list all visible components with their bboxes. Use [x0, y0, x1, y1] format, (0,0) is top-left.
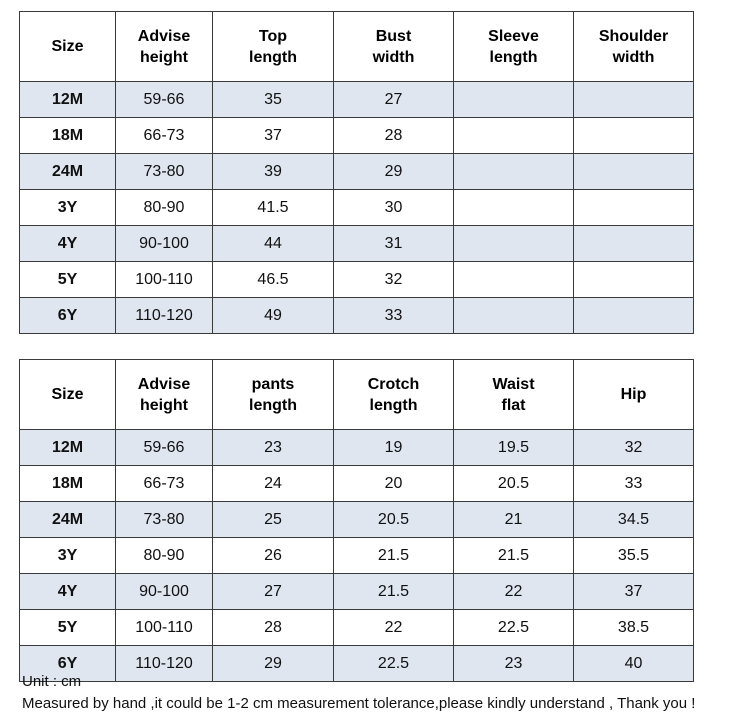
- column-header: Size: [20, 12, 116, 82]
- size-cell: 4Y: [20, 226, 116, 262]
- table-cell: [574, 82, 694, 118]
- table-cell: 22: [334, 610, 454, 646]
- table-row: [20, 82, 694, 118]
- table-cell: 32: [574, 430, 694, 466]
- table-cell: 20.5: [454, 466, 574, 502]
- table-row: [20, 262, 694, 298]
- table-cell: 39: [213, 154, 334, 190]
- table-cell: [454, 82, 574, 118]
- size-cell: 5Y: [20, 610, 116, 646]
- table-cell: 35: [213, 82, 334, 118]
- column-header: Hip: [574, 360, 694, 430]
- table-cell: 24: [213, 466, 334, 502]
- column-header: Bust width: [334, 12, 454, 82]
- table-cell: 22: [454, 574, 574, 610]
- column-header: Shoulder width: [574, 12, 694, 82]
- size-cell: 18M: [20, 118, 116, 154]
- column-header: Size: [20, 360, 116, 430]
- table-cell: 21.5: [334, 574, 454, 610]
- table-cell: 100-110: [116, 610, 213, 646]
- size-cell: 24M: [20, 502, 116, 538]
- table-cell: 100-110: [116, 262, 213, 298]
- column-header: pants length: [213, 360, 334, 430]
- table-cell: [574, 118, 694, 154]
- unit-note: Unit : cm: [22, 673, 82, 690]
- column-header: Waist flat: [454, 360, 574, 430]
- table-row: [20, 118, 694, 154]
- table-cell: 22.5: [334, 646, 454, 682]
- size-cell: 3Y: [20, 190, 116, 226]
- table-cell: 59-66: [116, 82, 213, 118]
- table-cell: 21: [454, 502, 574, 538]
- table-row: [20, 154, 694, 190]
- size-cell: 12M: [20, 430, 116, 466]
- table-cell: 34.5: [574, 502, 694, 538]
- size-cell: 12M: [20, 82, 116, 118]
- table-cell: 29: [334, 154, 454, 190]
- table-cell: [454, 298, 574, 334]
- table-header-row: [20, 12, 694, 82]
- table-cell: [574, 226, 694, 262]
- table-row: [20, 466, 694, 502]
- table-cell: 59-66: [116, 430, 213, 466]
- table-cell: 41.5: [213, 190, 334, 226]
- table-cell: 110-120: [116, 298, 213, 334]
- table-cell: 46.5: [213, 262, 334, 298]
- column-header: Crotch length: [334, 360, 454, 430]
- column-header: Advise height: [116, 12, 213, 82]
- table-cell: 90-100: [116, 574, 213, 610]
- table-cell: 73-80: [116, 154, 213, 190]
- table-cell: 35.5: [574, 538, 694, 574]
- table-cell: 28: [334, 118, 454, 154]
- table-cell: 23: [213, 430, 334, 466]
- table-cell: 20.5: [334, 502, 454, 538]
- size-cell: 6Y: [20, 298, 116, 334]
- table-cell: 30: [334, 190, 454, 226]
- size-cell: 3Y: [20, 538, 116, 574]
- table-cell: 19: [334, 430, 454, 466]
- table-cell: 29: [213, 646, 334, 682]
- column-header: Sleeve length: [454, 12, 574, 82]
- table-row: [20, 538, 694, 574]
- table-row: [20, 610, 694, 646]
- table-cell: 21.5: [334, 538, 454, 574]
- table-row: [20, 226, 694, 262]
- table-cell: [574, 154, 694, 190]
- table-row: [20, 646, 694, 682]
- table-cell: 22.5: [454, 610, 574, 646]
- table-cell: 27: [334, 82, 454, 118]
- size-cell: 6Y: [20, 646, 116, 682]
- table-row: [20, 574, 694, 610]
- table-cell: 33: [574, 466, 694, 502]
- table-header-row: [20, 360, 694, 430]
- table-cell: 37: [574, 574, 694, 610]
- table-cell: [454, 190, 574, 226]
- table-cell: 31: [334, 226, 454, 262]
- table-cell: 21.5: [454, 538, 574, 574]
- table-cell: 32: [334, 262, 454, 298]
- table-row: [20, 502, 694, 538]
- table-cell: 73-80: [116, 502, 213, 538]
- table-cell: 38.5: [574, 610, 694, 646]
- table-cell: [454, 226, 574, 262]
- table-cell: 49: [213, 298, 334, 334]
- table-cell: 66-73: [116, 118, 213, 154]
- table-cell: 40: [574, 646, 694, 682]
- table-cell: 37: [213, 118, 334, 154]
- table-cell: 27: [213, 574, 334, 610]
- table-cell: 110-120: [116, 646, 213, 682]
- bottom-size-table: [19, 359, 694, 682]
- table-cell: 80-90: [116, 538, 213, 574]
- table-row: [20, 430, 694, 466]
- table-cell: 23: [454, 646, 574, 682]
- table-row: [20, 190, 694, 226]
- table-cell: [454, 154, 574, 190]
- column-header: Top length: [213, 12, 334, 82]
- table-cell: [454, 118, 574, 154]
- table-cell: 80-90: [116, 190, 213, 226]
- table-cell: 44: [213, 226, 334, 262]
- table-cell: 26: [213, 538, 334, 574]
- top-size-table: [19, 11, 694, 334]
- size-cell: 24M: [20, 154, 116, 190]
- table-cell: 20: [334, 466, 454, 502]
- size-cell: 5Y: [20, 262, 116, 298]
- table-cell: 33: [334, 298, 454, 334]
- table-cell: 66-73: [116, 466, 213, 502]
- table-cell: 28: [213, 610, 334, 646]
- column-header: Advise height: [116, 360, 213, 430]
- table-row: [20, 298, 694, 334]
- tolerance-note: Measured by hand ,it could be 1-2 cm measurement tolerance,please kindly understand , Thank you !: [22, 695, 696, 712]
- size-cell: 4Y: [20, 574, 116, 610]
- table-cell: [574, 190, 694, 226]
- table-cell: 19.5: [454, 430, 574, 466]
- table-cell: [574, 262, 694, 298]
- table-cell: [574, 298, 694, 334]
- size-cell: 18M: [20, 466, 116, 502]
- table-cell: [454, 262, 574, 298]
- table-cell: 25: [213, 502, 334, 538]
- table-cell: 90-100: [116, 226, 213, 262]
